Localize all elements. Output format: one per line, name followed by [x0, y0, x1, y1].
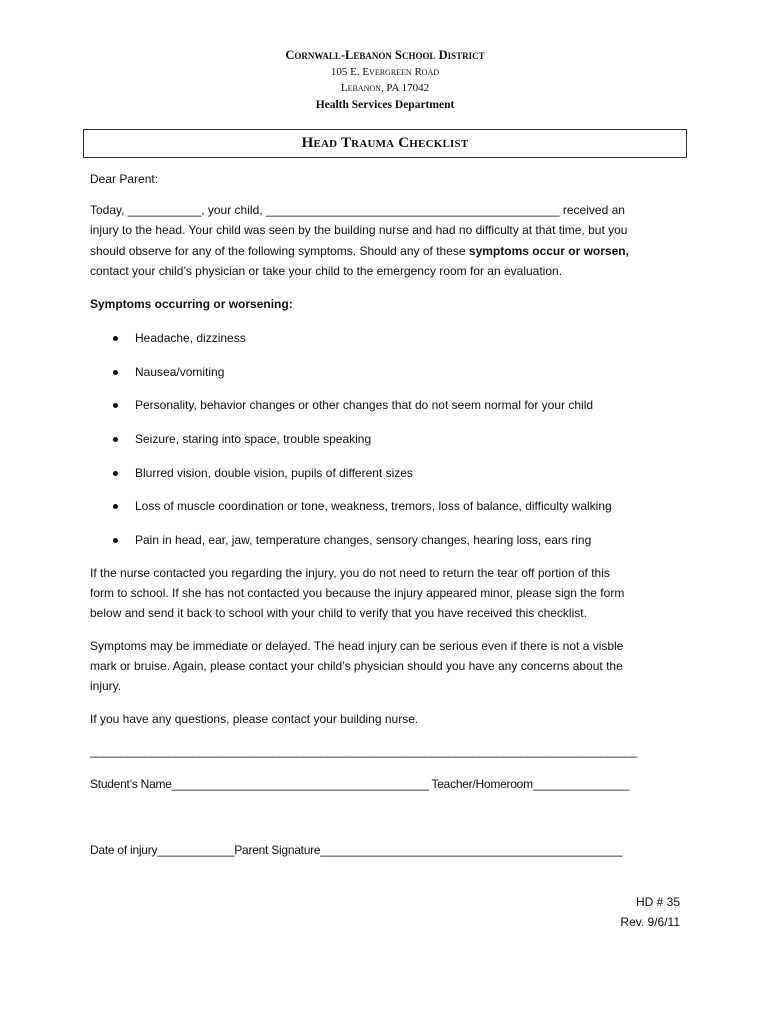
delay-para-line-1: Symptoms may be immediate or delayed. The head injury can be serious even if there is not a visble [90, 639, 624, 653]
delay-para-line-3: injury. [90, 679, 122, 693]
nurse-para-line-2: form to school. If she has not contacted you because the injury appeared minor, please sign the form [90, 586, 625, 600]
intro-line-2: injury to the head. Your child was seen by the building nurse and had no difficulty at that time, but you [90, 223, 628, 237]
page-title: Head Trauma Checklist [301, 135, 469, 151]
intro-line-3 [90, 244, 629, 258]
student-name-teacher-field[interactable]: Student’s Name________________________________________ Teacher/Homeroom_______________ [90, 777, 630, 791]
district-city: Lebanon, PA 17042 [340, 82, 430, 94]
document-footer [620, 892, 680, 932]
bullet-icon [113, 437, 118, 442]
intro-line-1: Today, ___________, your child, ____________________________________________ received an [90, 203, 625, 217]
nurse-para-line-1: If the nurse contacted you regarding the injury, you do not need to return the tear off portion of this [90, 566, 610, 580]
symptom-text: Headache, dizziness [135, 331, 246, 345]
intro-line-3-emphasis: symptoms occur or worsen, [468, 244, 629, 258]
symptom-text: Pain in head, ear, jaw, temperature changes, sensory changes, hearing loss, ears ring [135, 533, 592, 547]
tear-off-line: __________________________________________________________________________________________ [90, 744, 637, 758]
questions-line: If you have any questions, please contact your building nurse. [90, 712, 419, 726]
intro-line-4: contact your child’s physician or take your child to the emergency room for an evaluation. [90, 264, 563, 278]
bullet-icon [113, 504, 118, 509]
symptom-text: Seizure, staring into space, trouble speaking [135, 432, 372, 446]
symptom-text: Nausea/vomiting [135, 365, 225, 379]
district-name: Cornwall-Lebanon School District [285, 48, 485, 62]
bullet-icon [113, 538, 118, 543]
title-box [83, 129, 687, 158]
delay-para-line-2: mark or bruise. Again, please contact your child’s physician should you have any concerns about the [90, 659, 623, 673]
nurse-para-line-3: below and send it back to school with your child to verify that you have received this checklist. [90, 606, 587, 620]
injury-date-signature-field[interactable]: Date of injury____________Parent Signature_______________________________________________ [90, 843, 623, 857]
bullet-icon [113, 403, 118, 408]
symptom-text: Personality, behavior changes or other changes that do not seem normal for your child [135, 398, 594, 412]
document-header [0, 47, 770, 113]
department-name: Health Services Department [315, 98, 455, 111]
bullet-icon [113, 336, 118, 341]
revision-date: Rev. 9/6/11 [620, 915, 680, 929]
document-code: HD # 35 [635, 895, 680, 909]
district-address: 105 E. Evergreen Road [330, 65, 440, 78]
symptom-text: Loss of muscle coordination or tone, weakness, tremors, loss of balance, difficulty walking [135, 499, 612, 513]
bullet-icon [113, 471, 118, 476]
bullet-icon [113, 370, 118, 375]
intro-line-3-text: should observe for any of the following symptoms. Should any of these [90, 244, 469, 258]
symptom-text: Blurred vision, double vision, pupils of different sizes [135, 466, 413, 480]
symptoms-heading: Symptoms occurring or worsening: [90, 297, 293, 311]
greeting: Dear Parent: [90, 172, 159, 186]
